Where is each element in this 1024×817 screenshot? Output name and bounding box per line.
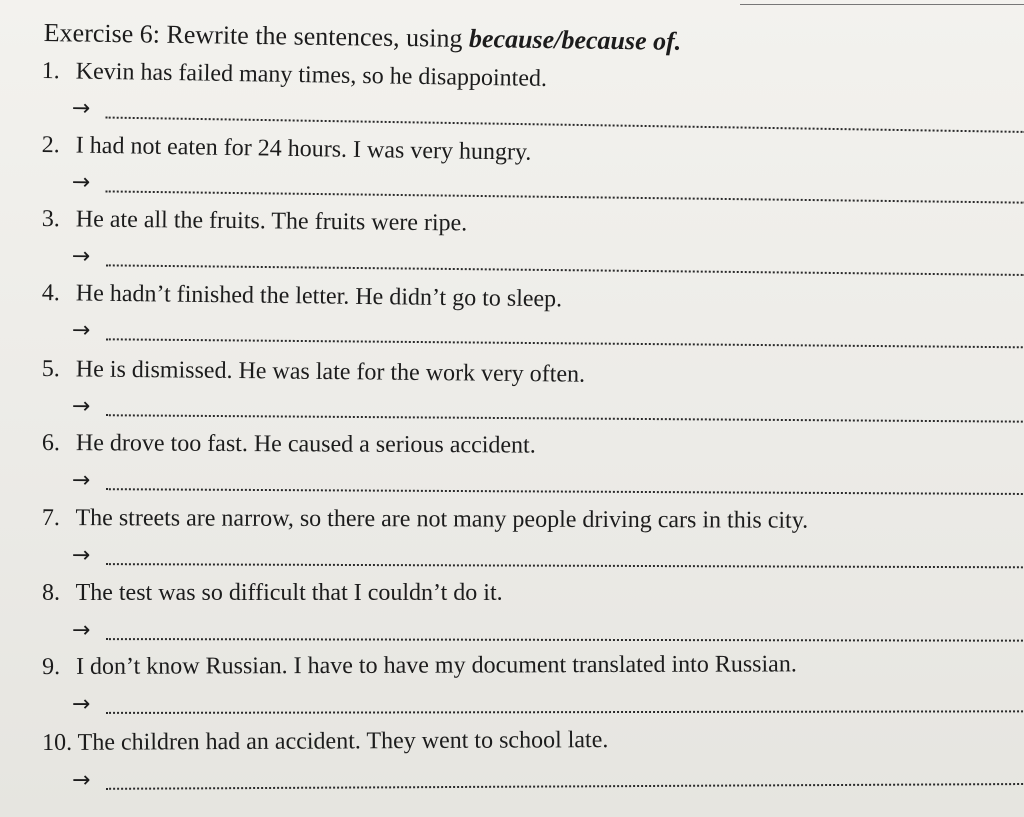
exercise-item-6 bbox=[42, 430, 1024, 510]
item-sentence bbox=[42, 356, 585, 389]
item-number: 2. bbox=[41, 132, 60, 159]
exercise-item-1 bbox=[42, 58, 1024, 138]
exercise-item-3 bbox=[42, 206, 1024, 286]
arrow-icon: → bbox=[71, 394, 91, 420]
exercise-title bbox=[44, 18, 682, 57]
item-number: 5. bbox=[41, 356, 60, 383]
arrow-icon: → bbox=[71, 318, 91, 344]
answer-line[interactable] bbox=[72, 468, 1024, 503]
item-number: 6. bbox=[41, 430, 60, 457]
dotted-answer-line bbox=[106, 414, 1024, 422]
dotted-answer-line bbox=[106, 638, 1024, 642]
item-text: Kevin has failed many times, so he disappointed. bbox=[75, 58, 548, 92]
item-sentence bbox=[42, 58, 548, 93]
dotted-answer-line bbox=[106, 783, 1024, 790]
item-sentence bbox=[42, 132, 532, 167]
arrow-icon: → bbox=[71, 618, 91, 644]
item-text: I don’t know Russian. I have to have my document translated into Russian. bbox=[75, 651, 797, 680]
answer-line[interactable] bbox=[72, 394, 1024, 431]
item-text: He hadn’t finished the letter. He didn’t go to sleep. bbox=[75, 280, 563, 313]
item-number: 3. bbox=[41, 206, 60, 233]
item-number: 10. bbox=[42, 729, 73, 756]
exercise-item-4 bbox=[42, 280, 1024, 360]
item-sentence bbox=[42, 580, 503, 607]
top-divider bbox=[740, 4, 1024, 5]
exercise-item-7 bbox=[42, 505, 1024, 585]
item-number: 8. bbox=[42, 580, 60, 606]
exercise-item-2 bbox=[42, 132, 1024, 212]
item-sentence bbox=[42, 430, 536, 460]
arrow-icon: → bbox=[71, 244, 91, 270]
item-text: The children had an accident. They went to school late. bbox=[77, 727, 609, 756]
item-text: He is dismissed. He was late for the work very often. bbox=[75, 356, 586, 388]
item-sentence bbox=[42, 206, 468, 237]
exercise-item-8 bbox=[42, 580, 1024, 660]
dotted-answer-line bbox=[106, 488, 1024, 495]
item-text: The test was so difficult that I couldn’t do it. bbox=[75, 580, 503, 606]
item-text: He drove too fast. He caused a serious accident. bbox=[75, 430, 536, 459]
dotted-answer-line bbox=[106, 710, 1024, 714]
arrow-icon: → bbox=[71, 543, 91, 569]
arrow-icon: → bbox=[71, 468, 91, 494]
dotted-answer-line bbox=[106, 563, 1024, 568]
answer-line[interactable] bbox=[72, 318, 1024, 356]
arrow-icon: → bbox=[71, 96, 91, 122]
answer-line[interactable] bbox=[72, 244, 1024, 284]
item-number: 4. bbox=[41, 280, 60, 307]
item-number: 9. bbox=[42, 653, 61, 680]
answer-line[interactable] bbox=[72, 543, 1024, 576]
dotted-answer-line bbox=[106, 264, 1024, 276]
item-sentence bbox=[42, 651, 797, 681]
exercise-item-10 bbox=[42, 727, 1024, 810]
answer-line[interactable] bbox=[72, 763, 1024, 798]
arrow-icon: → bbox=[72, 691, 91, 717]
arrow-icon: → bbox=[71, 170, 91, 196]
dotted-answer-line bbox=[106, 338, 1024, 348]
item-number: 7. bbox=[41, 505, 60, 532]
item-text: The streets are narrow, so there are not many people driving cars in this city. bbox=[75, 505, 809, 534]
answer-line[interactable] bbox=[72, 618, 1024, 650]
exercise-item-5 bbox=[42, 356, 1024, 436]
dotted-answer-line bbox=[106, 117, 1024, 133]
item-sentence bbox=[42, 727, 608, 757]
arrow-icon: → bbox=[72, 767, 91, 793]
item-number: 1. bbox=[41, 58, 60, 85]
item-text: I had not eaten for 24 hours. I was very hungry. bbox=[75, 132, 532, 166]
item-sentence bbox=[42, 280, 563, 313]
item-sentence bbox=[42, 505, 808, 535]
item-text: He ate all the fruits. The fruits were ripe. bbox=[75, 206, 468, 237]
exercise-title-text: Exercise 6: Rewrite the sentences, using bbox=[43, 18, 470, 53]
dotted-answer-line bbox=[106, 190, 1024, 203]
exercise-title-emphasis: because/because of. bbox=[468, 23, 682, 56]
answer-line[interactable] bbox=[72, 690, 1024, 722]
exercise-item-9 bbox=[42, 651, 1024, 734]
